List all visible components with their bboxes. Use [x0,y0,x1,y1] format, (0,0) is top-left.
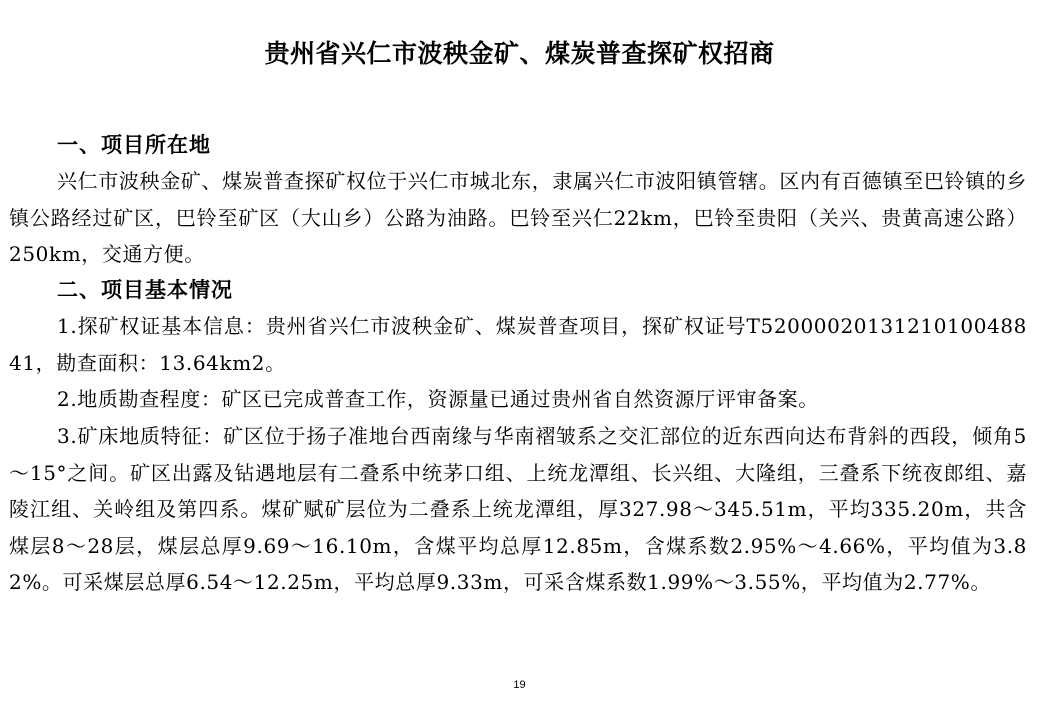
document-title: 贵州省兴仁市波秧金矿、煤炭普查探矿权招商 [264,39,775,68]
section-heading-basic-info: 二、项目基本情况 [57,278,233,302]
page-number: 19 [513,679,526,691]
paragraph-license-info: 1.探矿权证基本信息：贵州省兴仁市波秧金矿、煤炭普查项目，探矿权证号T5200002013121010048841，勘查面积：13.64km2。 [9,314,1027,375]
section-heading-location: 一、项目所在地 [57,133,211,157]
paragraph-location: 兴仁市波秧金矿、煤炭普查探矿权位于兴仁市城北东，隶属兴仁市波阳镇管辖。区内有百德镇至巴铃镇的乡镇公路经过矿区，巴铃至矿区（大山乡）公路为油路。巴铃至兴仁22km，巴铃至贵阳（关兴、贵黄高速公路）250km，交通方便。 [9,169,1027,266]
paragraph-geology: 3.矿床地质特征：矿区位于扬子准地台西南缘与华南褶皱系之交汇部位的近东西向达布背斜的西段，倾角5～15°之间。矿区出露及钻遇地层有二叠系中统茅口组、上统龙潭组、长兴组、大隆组，三叠系下统夜郎组、嘉陵江组、关岭组及第四系。煤矿赋矿层位为二叠系上统龙潭组，厚327.98～345.51m，平均335.20m，共含煤层8～28层，煤层总厚9.69～16.10m，含煤平均总厚12.85m，含煤系数2.95%～4.66%，平均值为3.82%。可采煤层总厚6.54～12.25m，平均总厚9.33m，可采含煤系数1.99%～3.55%，平均值为2.77%。 [9,424,1027,594]
paragraph-exploration-degree: 2.地质勘查程度：矿区已完成普查工作，资源量已通过贵州省自然资源厅评审备案。 [57,387,819,411]
